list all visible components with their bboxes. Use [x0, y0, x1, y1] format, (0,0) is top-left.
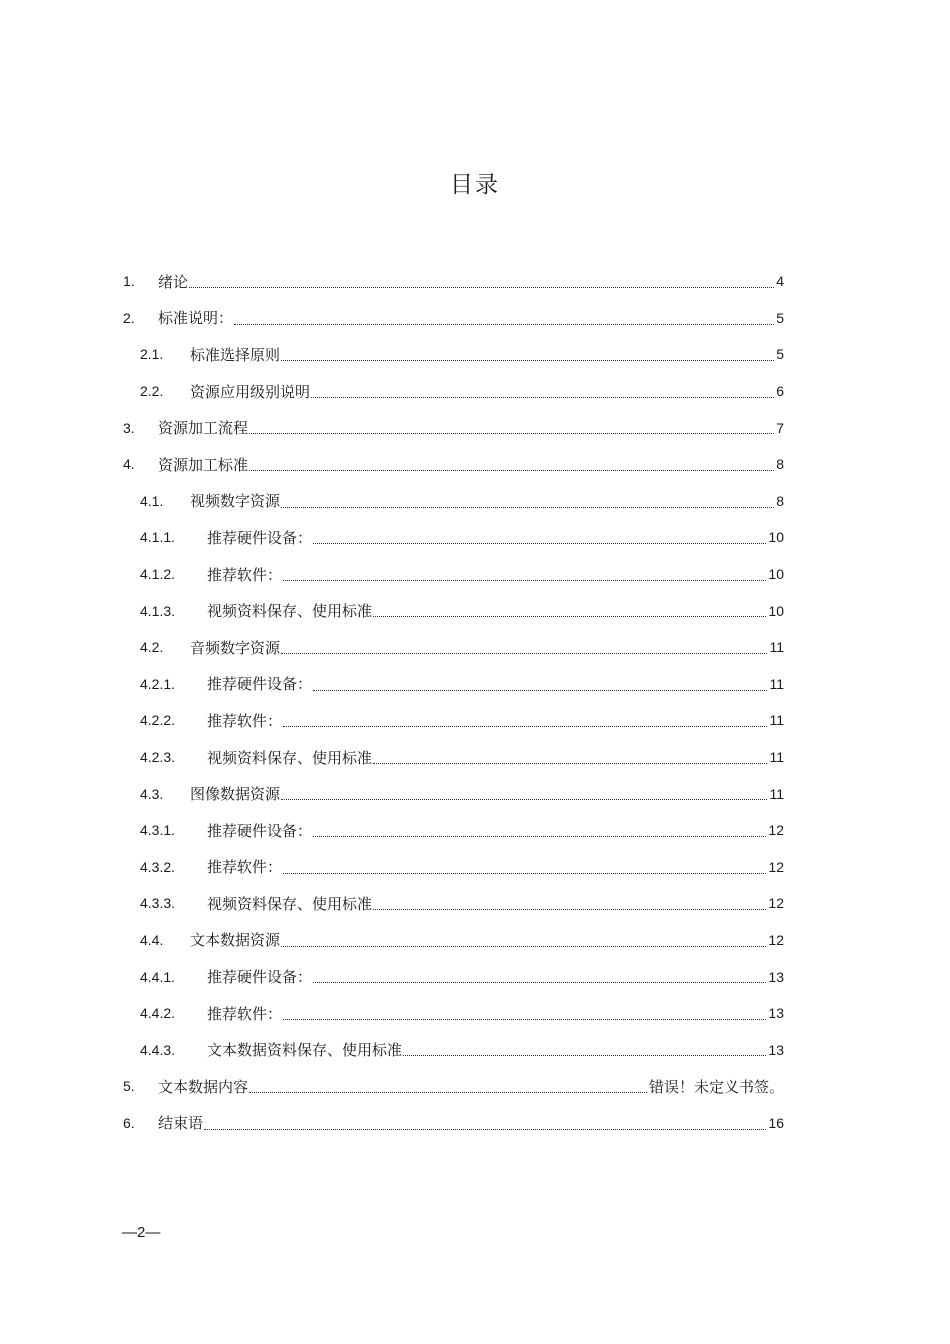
toc-dot-leader	[283, 578, 766, 581]
page-title: 目录	[450, 172, 500, 198]
toc-dot-leader	[204, 1127, 766, 1130]
toc-entry[interactable]	[0, 409, 950, 446]
toc-entry-page: 错误！未定义书签。	[648, 1077, 784, 1096]
toc-entry[interactable]	[0, 1031, 950, 1068]
toc-entry-number: 2.	[123, 309, 135, 326]
toc-entry-number: 4.1.2.	[140, 566, 176, 583]
toc-entry[interactable]	[0, 263, 950, 300]
toc-entry-number: 2.2.	[140, 383, 164, 400]
toc-entry-number: 6.	[123, 1114, 135, 1131]
toc-entry-page: 6	[776, 383, 784, 400]
toc-entry-number: 4.	[123, 456, 135, 473]
toc-entry-number: 4.3.	[140, 785, 164, 802]
toc-dot-leader	[373, 761, 767, 764]
toc-entry-page: 16	[768, 1114, 784, 1131]
toc-entry[interactable]	[0, 373, 950, 410]
toc-entry-title: 文本数据资料保存、使用标准	[207, 1041, 403, 1060]
toc-entry-number: 4.2.1.	[140, 675, 176, 692]
toc-entry[interactable]	[0, 775, 950, 812]
toc-entry-title: 推荐软件：	[207, 711, 283, 730]
toc-entry-page: 11	[769, 639, 784, 656]
toc-entry[interactable]	[0, 739, 950, 776]
toc-entry-title: 结束语	[158, 1114, 204, 1133]
toc-entry-page: 11	[769, 749, 784, 766]
toc-entry-number: 4.3.2.	[140, 858, 176, 875]
toc-entry-page: 10	[768, 529, 784, 546]
toc-entry-page: 10	[768, 602, 784, 619]
toc-entry-title: 绪论	[158, 272, 189, 291]
toc-entry[interactable]	[0, 1068, 950, 1105]
toc-entry-page: 12	[768, 931, 784, 948]
toc-dot-leader	[249, 431, 774, 434]
toc-entry-page: 13	[768, 1041, 784, 1058]
toc-entry-title: 视频资料保存、使用标准	[207, 748, 373, 767]
toc-entry-title: 推荐软件：	[207, 858, 283, 877]
toc-entry-number: 4.2.	[140, 639, 164, 656]
toc-entry[interactable]	[0, 812, 950, 849]
toc-entry-number: 4.1.1.	[140, 529, 176, 546]
toc-entry-number: 5.	[123, 1078, 135, 1095]
toc-dot-leader	[373, 907, 766, 910]
toc-entry-number: 4.3.3.	[140, 895, 176, 912]
toc-entry[interactable]	[0, 336, 950, 373]
toc-dot-leader	[189, 285, 774, 288]
toc-dot-leader	[234, 322, 774, 325]
toc-entry-title: 资源应用级别说明	[190, 382, 311, 401]
toc-entry[interactable]	[0, 922, 950, 959]
toc-dot-leader	[283, 1017, 766, 1020]
toc-entry-number: 3.	[123, 419, 135, 436]
toc-entry-page: 4	[776, 273, 784, 290]
toc-dot-leader	[283, 871, 766, 874]
toc-entry-title: 标准说明：	[158, 309, 234, 328]
toc-entry-title: 推荐硬件设备：	[207, 528, 313, 547]
toc-entry[interactable]	[0, 592, 950, 629]
toc-entry-number: 4.4.	[140, 931, 164, 948]
toc-entry-title: 视频资料保存、使用标准	[207, 602, 373, 621]
page-number-footer: —2—	[122, 1224, 161, 1241]
toc-dot-leader	[373, 614, 766, 617]
toc-dot-leader	[313, 980, 766, 983]
toc-entry-page: 12	[768, 858, 784, 875]
toc-dot-leader	[281, 651, 767, 654]
toc-entry[interactable]	[0, 519, 950, 556]
toc-entry-page: 12	[768, 895, 784, 912]
toc-entry-title: 文本数据资源	[190, 931, 281, 950]
toc-entry-number: 4.3.1.	[140, 822, 176, 839]
toc-entry[interactable]	[0, 849, 950, 886]
toc-entry[interactable]	[0, 995, 950, 1032]
toc-entry-title: 推荐软件：	[207, 565, 283, 584]
toc-entry-number: 4.4.1.	[140, 968, 176, 985]
toc-entry-page: 10	[768, 566, 784, 583]
toc-entry-number: 1.	[123, 273, 135, 290]
toc-entry-number: 4.4.2.	[140, 1005, 176, 1022]
toc-dot-leader	[281, 797, 767, 800]
toc-entry-title: 文本数据内容	[158, 1077, 249, 1096]
toc-entry-title: 推荐硬件设备：	[207, 821, 313, 840]
toc-dot-leader	[249, 1090, 647, 1093]
toc-entry-number: 4.4.3.	[140, 1041, 176, 1058]
toc-dot-leader	[313, 541, 766, 544]
toc-entry-page: 7	[776, 419, 784, 436]
toc-entry-title: 资源加工标准	[158, 455, 249, 474]
toc-dot-leader	[311, 395, 774, 398]
toc-entry[interactable]	[0, 666, 950, 703]
toc-entry[interactable]	[0, 702, 950, 739]
toc-entry-page: 11	[769, 675, 784, 692]
toc-entry-page: 8	[776, 456, 784, 473]
table-of-contents	[0, 263, 950, 1141]
toc-entry[interactable]	[0, 958, 950, 995]
toc-dot-leader	[313, 834, 766, 837]
toc-entry-number: 2.1.	[140, 346, 164, 363]
toc-entry[interactable]	[0, 446, 950, 483]
toc-entry[interactable]	[0, 483, 950, 520]
toc-dot-leader	[281, 505, 774, 508]
toc-entry-number: 4.1.3.	[140, 602, 176, 619]
toc-dot-leader	[281, 358, 774, 361]
toc-entry-title: 推荐硬件设备：	[207, 675, 313, 694]
toc-entry-page: 11	[769, 712, 784, 729]
toc-entry-title: 音频数字资源	[190, 638, 281, 657]
toc-dot-leader	[283, 724, 767, 727]
toc-entry-number: 4.2.2.	[140, 712, 176, 729]
toc-entry-page: 13	[768, 1005, 784, 1022]
toc-entry-title: 推荐软件：	[207, 1004, 283, 1023]
toc-entry-page: 8	[776, 492, 784, 509]
toc-entry[interactable]	[0, 1105, 950, 1142]
toc-dot-leader	[281, 944, 766, 947]
toc-entry-title: 标准选择原则	[190, 345, 281, 364]
toc-entry-title: 图像数据资源	[190, 785, 281, 804]
toc-entry-page: 11	[769, 785, 784, 802]
toc-entry-title: 视频资料保存、使用标准	[207, 894, 373, 913]
toc-dot-leader	[249, 468, 774, 471]
toc-entry-title: 视频数字资源	[190, 492, 281, 511]
toc-entry-number: 4.2.3.	[140, 749, 176, 766]
toc-entry-page: 5	[776, 346, 784, 363]
toc-dot-leader	[313, 688, 767, 691]
toc-entry-title: 资源加工流程	[158, 419, 249, 438]
toc-entry-page: 5	[776, 309, 784, 326]
toc-entry[interactable]	[0, 629, 950, 666]
toc-entry-title: 推荐硬件设备：	[207, 968, 313, 987]
toc-dot-leader	[403, 1053, 766, 1056]
toc-entry-page: 12	[768, 822, 784, 839]
toc-entry-page: 13	[768, 968, 784, 985]
toc-entry[interactable]	[0, 556, 950, 593]
toc-entry-number: 4.1.	[140, 492, 164, 509]
toc-entry[interactable]	[0, 885, 950, 922]
toc-entry[interactable]	[0, 300, 950, 337]
